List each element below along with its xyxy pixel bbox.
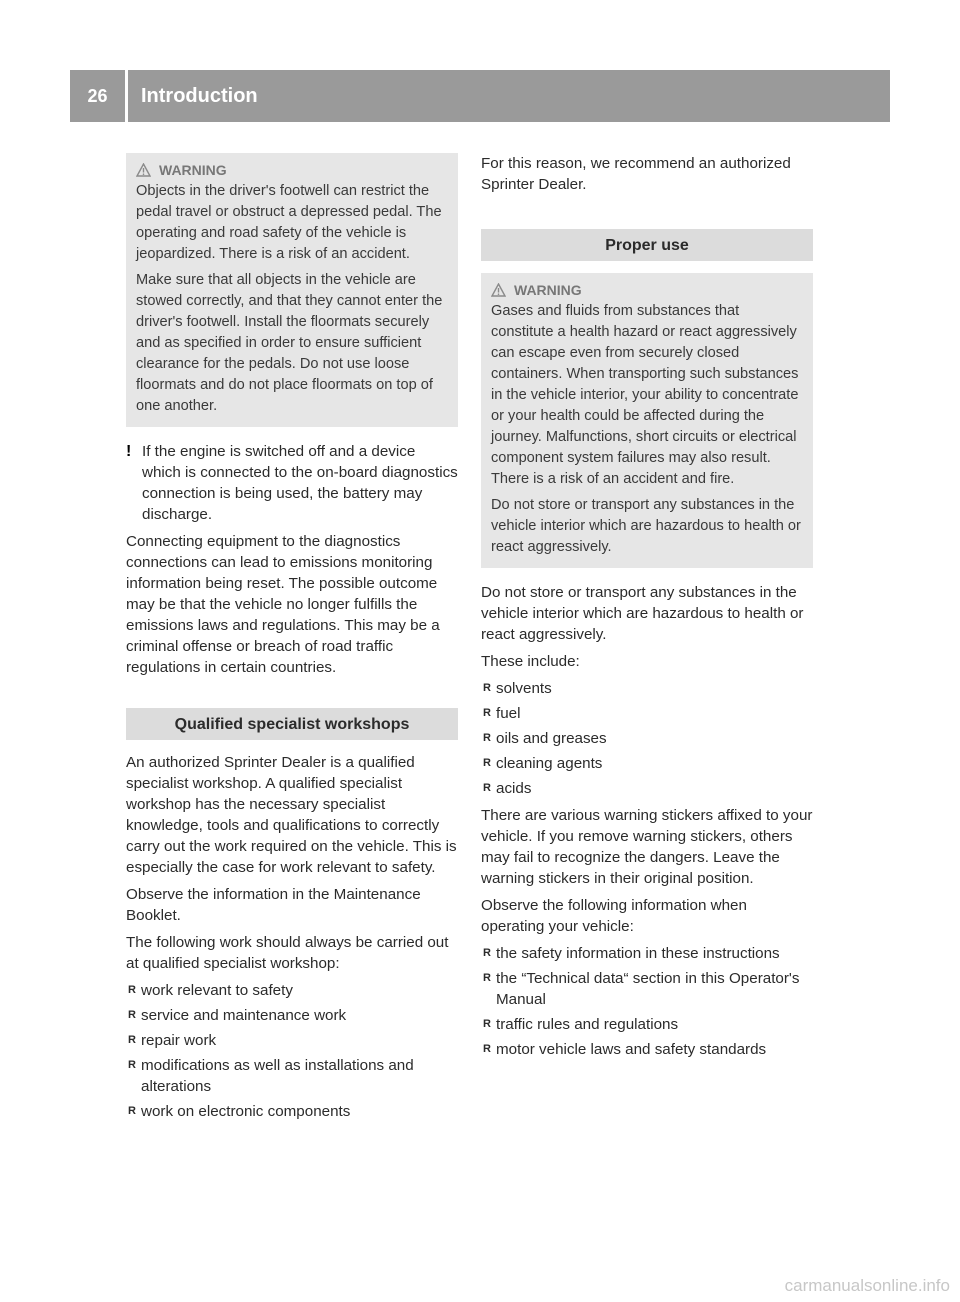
substances-list <box>481 678 813 799</box>
header-divider <box>125 70 128 122</box>
list-item: R repair work <box>126 1030 458 1051</box>
paragraph: There are various warning stickers affixed to your vehicle. If you remove warning stickers, others may fail to recognize the dangers. Leave the warning stickers in their original position. <box>481 807 813 887</box>
list-item: R the safety information in these instructions <box>481 943 813 964</box>
list-item: R acids <box>481 778 813 799</box>
paragraph-diagnostics: Connecting equipment to the diagnostics connections can lead to emissions monitoring information being reset. The possible outcome may be that the vehicle no longer fulfills the emissions laws and regulations. This may be a criminal offense or breach of road traffic regulations in certain countries. <box>126 533 440 676</box>
list-item: R solvents <box>481 678 813 699</box>
warning-triangle-icon <box>136 163 151 177</box>
list-item: R the “Technical data“ section in this Operator's Manual <box>481 968 813 1010</box>
subheading-proper-use: Proper use <box>481 229 813 261</box>
workshop-work-list <box>126 980 458 1122</box>
warning-paragraph: Gases and fluids from substances that constitute a health hazard or react aggressively can escape even from securely closed containers. When transporting such substances in the vehicle interior, your ability to concentrate or your health could be affected during the journey. Malfunctions, short circuits or electrical component system failures may also result. There is a risk of an accident and fire. <box>491 303 799 487</box>
right-column <box>481 153 813 1066</box>
warning-label: WARNING <box>514 281 582 298</box>
list-item: R traffic rules and regulations <box>481 1014 813 1035</box>
warning-heading <box>136 159 448 181</box>
paragraph: The following work should always be carried out at qualified specialist workshop: <box>126 934 449 972</box>
list-item: R modifications as well as installations and alterations <box>126 1055 458 1097</box>
paragraph-intro: For this reason, we recommend an authorized Sprinter Dealer. <box>481 155 791 193</box>
page-number: 26 <box>87 85 108 106</box>
list-item: R work relevant to safety <box>126 980 458 1001</box>
list-item: R service and maintenance work <box>126 1005 458 1026</box>
paragraph: Do not store or transport any substances in the vehicle interior which are hazardous to health or react aggressively. <box>481 584 804 643</box>
subheading-workshops: Qualified specialist workshops <box>126 708 458 740</box>
footer-watermark: carmanualsonline.info <box>784 1276 950 1295</box>
warning-box-substances <box>481 273 813 568</box>
list-item: R oils and greases <box>481 728 813 749</box>
warning-paragraph: Make sure that all objects in the vehicle are stowed correctly, and that they cannot enter the driver's footwell. Install the floormats securely and as specified in order to ensure sufficient clearance for the pedals. Do not use loose floormats and do not place floormats on top of one another. <box>136 272 443 414</box>
warning-box-footwell <box>126 153 458 427</box>
warning-paragraph: Objects in the driver's footwell can restrict the pedal travel or obstruct a depressed pedal. The operating and road safety of the vehicle is jeopardized. There is a risk of an accident. <box>136 183 442 262</box>
paragraph: An authorized Sprinter Dealer is a qualified specialist workshop. A qualified specialist workshop has the necessary specialist knowledge, tools and qualifications to correctly carry out the work required on the vehicle. This is especially the case for work relevant to safety. <box>126 754 457 876</box>
notice-text: If the engine is switched off and a device which is connected to the on-board diagnostics connection is being used, the battery may discharge. <box>142 443 458 523</box>
list-item: R cleaning agents <box>481 753 813 774</box>
paragraph: Observe the information in the Maintenance Booklet. <box>126 886 421 924</box>
observe-list <box>481 943 813 1060</box>
warning-label: WARNING <box>159 161 227 178</box>
list-item: R motor vehicle laws and safety standards <box>481 1039 813 1060</box>
list-item: R work on electronic components <box>126 1101 458 1122</box>
left-column <box>126 153 458 1128</box>
list-item: R fuel <box>481 703 813 724</box>
warning-triangle-icon <box>491 283 506 297</box>
paragraph: These include: <box>481 653 580 670</box>
paragraph: Observe the following information when operating your vehicle: <box>481 897 747 935</box>
warning-heading <box>491 279 803 301</box>
notice-battery <box>126 441 458 525</box>
warning-paragraph: Do not store or transport any substances in the vehicle interior which are hazardous to health or react aggressively. <box>491 497 801 555</box>
section-title: Introduction <box>141 84 258 107</box>
exclamation-icon: ! <box>126 443 132 460</box>
